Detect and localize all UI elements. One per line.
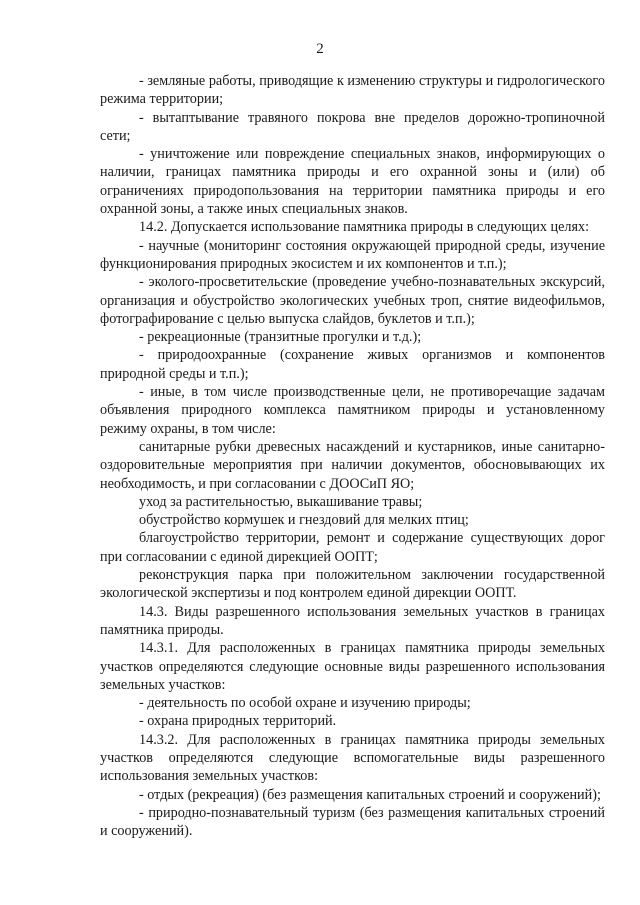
page-number: 2	[316, 41, 324, 57]
paragraph-territory-protection: - охрана природных территорий.	[139, 713, 337, 730]
document-body	[100, 72, 605, 840]
paragraph-14-3-heading: 14.3. Виды разрешенного использования земельных участков в границах памятника природы.	[100, 603, 605, 638]
paragraph-landscaping: благоустройство территории, ремонт и содержание существующих дорог при согласовании с единой дирекцией ООПТ;	[100, 530, 605, 565]
paragraph-prohibition-signs: - уничтожение или повреждение специальных знаков, информирующих о наличии, границах памятника природы и его охранной зоны и (или) об ограничениях природопользования на территории памятника природы и его охранной зоны, а также иных специальных знаков.	[100, 146, 605, 218]
paragraph-prohibition-trampling: - вытаптывание травяного покрова вне пределов дорожно-тропиночной сети;	[100, 109, 605, 144]
paragraph-recreation: - отдых (рекреация) (без размещения капитальных строений и сооружений);	[139, 786, 601, 803]
paragraph-14-3-1-heading: 14.3.1. Для расположенных в границах памятника природы земельных участков определяются следующие основные виды разрешенного использования земельных участков:	[100, 640, 605, 693]
paragraph-bird-feeders: обустройство кормушек и гнездовий для мелких птиц;	[139, 512, 469, 529]
paragraph-scientific-use: - научные (мониторинг состояния окружающей природной среды, изучение функционирования природных экосистем и их компонентов и т.п.);	[100, 237, 605, 272]
paragraph-recreational-use: - рекреационные (транзитные прогулки и т.д.);	[139, 329, 422, 346]
paragraph-nature-tourism: - природно-познавательный туризм (без размещения капитальных строений и сооружений).	[100, 804, 605, 840]
paragraph-prohibition-earthworks: - земляные работы, приводящие к изменению структуры и гидрологического режима территории;	[100, 73, 605, 108]
paragraph-sanitary-felling: санитарные рубки древесных насаждений и кустарников, иные санитарно-оздоровительные мероприятия при наличии документов, обосновывающих их необходимость, и при согласовании с ДООСиП ЯО;	[100, 438, 605, 492]
paragraph-nature-protection: - деятельность по особой охране и изучению природы;	[139, 695, 471, 712]
paragraph-vegetation-care: уход за растительностью, выкашивание травы;	[139, 493, 423, 510]
paragraph-other-use: - иные, в том числе производственные цели, не противоречащие задачам объявления природного комплекса памятником природы и установленному режиму охраны, в том числе:	[100, 384, 605, 437]
paragraph-park-reconstruction: реконструкция парка при положительном заключении государственной экологической экспертизы и под контролем единой дирекции ООПТ.	[100, 567, 605, 602]
paragraph-educational-use: - эколого-просветительские (проведение учебно-познавательных экскурсий, организация и обустройство экологических учебных троп, снятие видеофильмов, фотографирование с целью выпуска слайдов, буклетов и т.п.);	[100, 274, 605, 327]
paragraph-conservation-use: - природоохранные (сохранение живых организмов и компонентов природной среды и т.п.);	[100, 347, 605, 382]
paragraph-14-3-2-heading: 14.3.2. Для расположенных в границах памятника природы земельных участков определяются следующие вспомогательные виды разрешенного использования земельных участков:	[100, 731, 605, 785]
paragraph-14-2-heading: 14.2. Допускается использование памятника природы в следующих целях:	[139, 219, 590, 236]
